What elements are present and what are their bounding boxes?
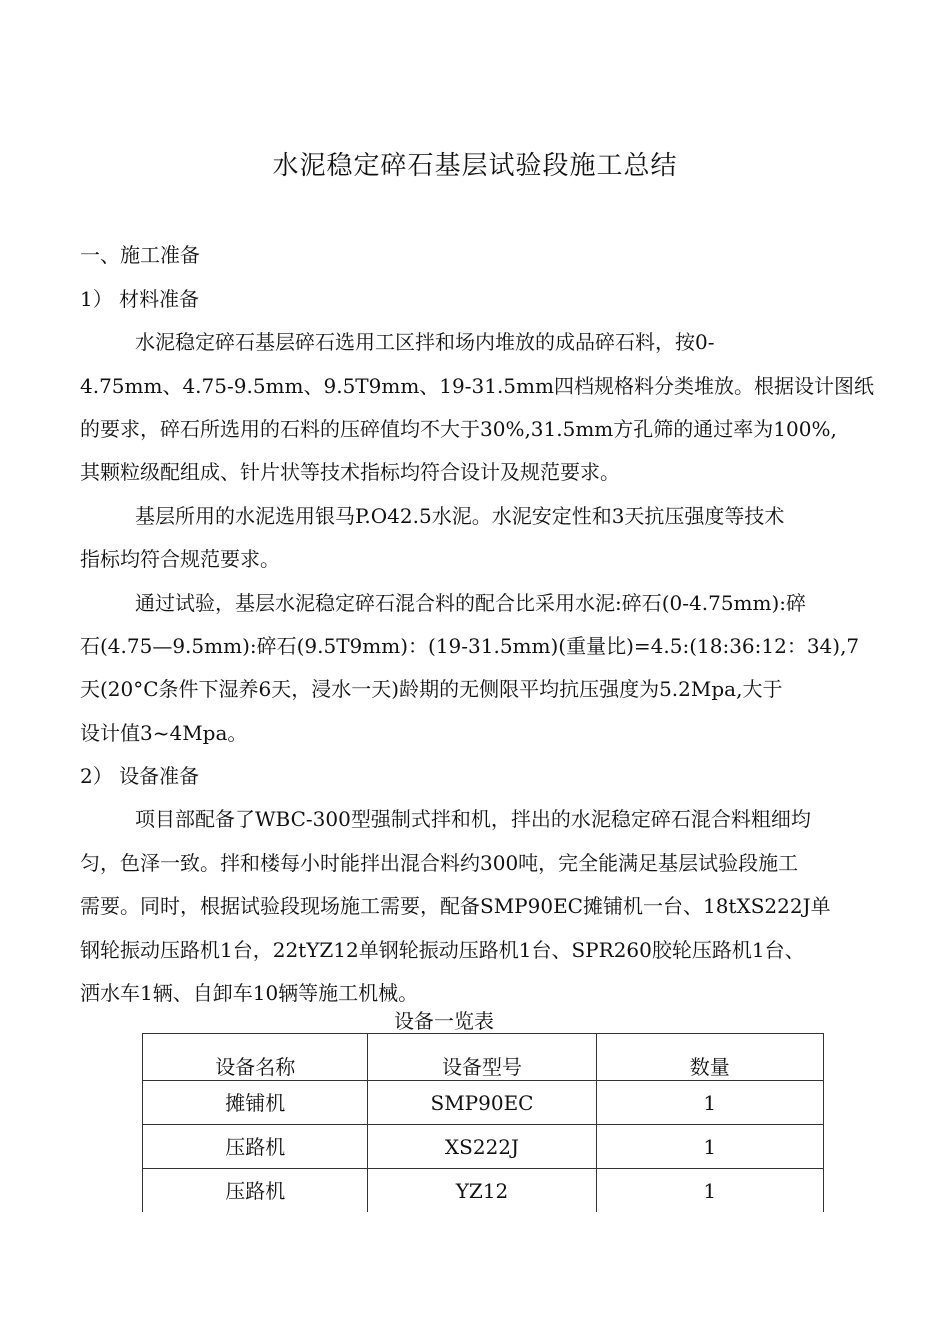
column-header: 数量: [596, 1034, 823, 1081]
paragraph-line: 天(20°C条件下湿养6天，浸水一天)龄期的无侧限平均抗压强度为5.2Mpa,大于: [80, 677, 783, 701]
subsection-heading-equipment: 2） 设备准备: [80, 764, 200, 788]
section-heading: 一、施工准备: [80, 243, 200, 267]
table-cell: YZ12: [368, 1169, 596, 1213]
paragraph-line: 石(4.75—9.5mm):碎石(9.5T9mm)：(19-31.5mm)(重量比)=4.5:(18:36:12：34),7: [80, 634, 860, 658]
table-row: [143, 1169, 824, 1213]
paragraph-line: 的要求，碎石所选用的石料的压碎值均不大于30%,31.5mm方孔筛的通过率为100%,: [80, 417, 837, 441]
paragraph-line: 通过试验，基层水泥稳定碎石混合料的配合比采用水泥:碎石(0-4.75mm):碎: [135, 591, 807, 615]
table-cell: 1: [596, 1125, 823, 1169]
table-cell: 1: [596, 1081, 823, 1125]
paragraph-line: 指标均符合规范要求。: [80, 547, 280, 571]
paragraph-line: 基层所用的水泥选用银马P.O42.5水泥。水泥安定性和3天抗压强度等技术: [135, 504, 785, 528]
table-cell: 压路机: [143, 1125, 368, 1169]
paragraph-line: 水泥稳定碎石基层碎石选用工区拌和场内堆放的成品碎石料，按0-: [135, 330, 715, 354]
table-row: [143, 1125, 824, 1169]
table-caption: 设备一览表: [394, 1009, 494, 1033]
table-cell: XS222J: [368, 1125, 596, 1169]
subsection-heading-materials: 1） 材料准备: [80, 287, 200, 311]
column-header: 设备名称: [143, 1034, 368, 1081]
equipment-table: [142, 1033, 824, 1212]
paragraph-line: 4.75mm、4.75-9.5mm、9.5T9mm、19-31.5mm四档规格料分类堆放。根据设计图纸: [80, 374, 874, 398]
table-cell: 压路机: [143, 1169, 368, 1213]
paragraph-line: 匀，色泽一致。拌和楼每小时能拌出混合料约300吨，完全能满足基层试验段施工: [80, 851, 799, 875]
paragraph-line: 设计值3~4Mpa。: [80, 721, 248, 745]
table-cell: 摊铺机: [143, 1081, 368, 1125]
paragraph-line: 钢轮振动压路机1台，22tYZ12单钢轮振动压路机1台、SPR260胶轮压路机1台、: [80, 938, 805, 962]
paragraph-line: 项目部配备了WBC-300型强制式拌和机，拌出的水泥稳定碎石混合料粗细均: [135, 807, 811, 831]
paragraph-line: 需要。同时，根据试验段现场施工需要，配备SMP90EC摊铺机一台、18tXS222J单: [80, 894, 831, 918]
paragraph-line: 其颗粒级配组成、针片状等技术指标均符合设计及规范要求。: [80, 460, 620, 484]
document-title: 水泥稳定碎石基层试验段施工总结: [272, 151, 678, 181]
table-row: [143, 1081, 824, 1125]
column-header: 设备型号: [368, 1034, 596, 1081]
table-cell: SMP90EC: [368, 1081, 596, 1125]
paragraph-line: 洒水车1辆、自卸车10辆等施工机械。: [80, 981, 419, 1005]
table-header-row: [143, 1034, 824, 1081]
table-cell: 1: [596, 1169, 823, 1213]
